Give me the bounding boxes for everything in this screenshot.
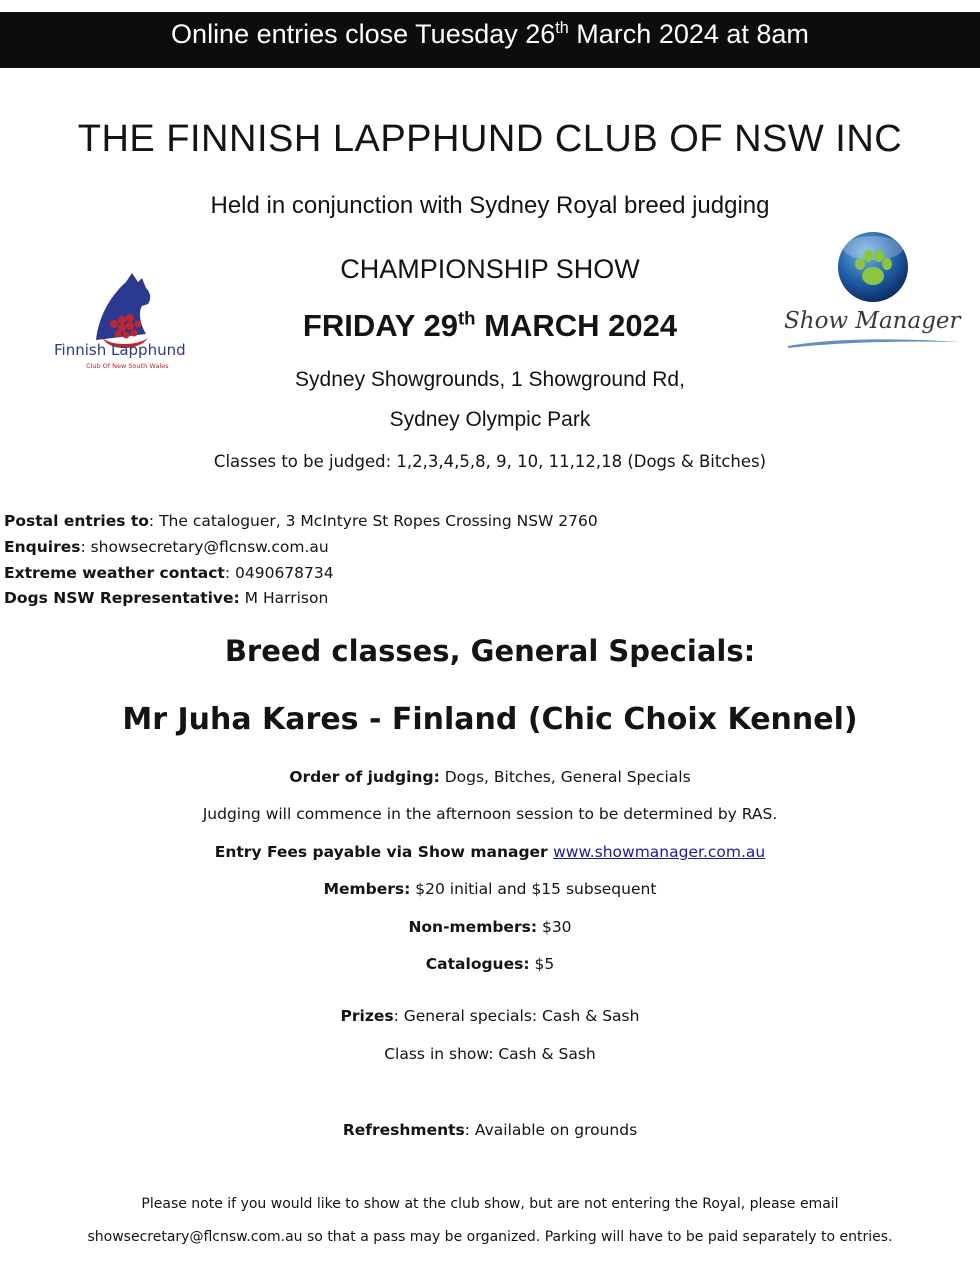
venue-line-2: Sydney Olympic Park — [389, 408, 591, 431]
held-in-conjunction-line: Held in conjunction with Sydney Royal breed judging — [210, 192, 770, 219]
weather-contact-label: Extreme weather contact — [4, 564, 225, 582]
refreshments-label: Refreshments — [342, 1121, 465, 1139]
breed-classes-heading: Breed classes, General Specials: — [224, 634, 756, 668]
members-fee-line — [0, 880, 980, 898]
enquires-line — [4, 538, 329, 556]
club-logo-name: Finnish Lapphund — [54, 341, 186, 359]
banner-text-prefix: Online entries close Tuesday 26 — [171, 19, 556, 49]
representative-line — [4, 589, 328, 607]
footer-note-line-1: Please note if you would like to show at the club show, but are not entering the Royal, please email — [141, 1196, 839, 1212]
catalogues-fee-value: $5 — [529, 955, 555, 973]
refreshments-value: : Available on grounds — [464, 1121, 638, 1139]
classes-to-be-judged: Classes to be judged: 1,2,3,4,5,8, 9, 10, 11,12,18 (Dogs & Bitches) — [213, 452, 767, 471]
members-fee-label: Members: — [323, 880, 411, 898]
show-date-prefix: FRIDAY 29 — [302, 308, 458, 343]
show-date-suffix: MARCH 2024 — [475, 308, 678, 343]
prizes-line — [0, 1007, 980, 1025]
order-of-judging-label: Order of judging: — [289, 768, 440, 786]
catalogues-fee-line — [0, 955, 980, 973]
order-of-judging-line — [0, 768, 980, 786]
non-members-fee-line — [0, 918, 980, 936]
show-type-line: CHAMPIONSHIP SHOW — [340, 254, 640, 284]
class-in-show-line: Class in show: Cash & Sash — [384, 1045, 596, 1063]
postal-entries-value: : The cataloguer, 3 McIntyre St Ropes Crossing NSW 2760 — [148, 512, 598, 530]
non-members-fee-value: $30 — [537, 918, 572, 936]
non-members-fee-label: Non-members: — [408, 918, 538, 936]
representative-value: M Harrison — [239, 589, 329, 607]
club-logo-subtitle: Club Of New South Wales — [86, 362, 169, 370]
show-manager-swoosh-icon — [784, 336, 964, 350]
order-of-judging-value: Dogs, Bitches, General Specials — [439, 768, 691, 786]
enquires-value: : showsecretary@flcnsw.com.au — [80, 538, 329, 556]
postal-entries-line — [4, 512, 598, 530]
judging-commence-line: Judging will commence in the afternoon session to be determined by RAS. — [202, 805, 778, 823]
venue-line-1: Sydney Showgrounds, 1 Showground Rd, — [295, 368, 685, 391]
representative-label: Dogs NSW Representative: — [4, 589, 240, 607]
show-date-sup: th — [457, 307, 476, 329]
catalogues-fee-label: Catalogues: — [425, 955, 530, 973]
footer-note-line-2: showsecretary@flcnsw.com.au so that a pass may be organized. Parking will have to be paid separately to entries. — [87, 1229, 893, 1245]
banner-text-suffix: March 2024 at 8am — [568, 19, 809, 49]
refreshments-line — [0, 1121, 980, 1139]
paw-print-icon — [836, 230, 910, 304]
weather-contact-value: : 0490678734 — [224, 564, 334, 582]
entry-fees-line — [0, 843, 980, 861]
show-manager-logo-text: Show Manager — [784, 308, 961, 334]
judge-name-heading: Mr Juha Kares - Finland (Chic Choix Kennel) — [122, 702, 858, 737]
postal-entries-label: Postal entries to — [4, 512, 149, 530]
entry-fees-label: Entry Fees payable via Show manager — [214, 843, 554, 861]
members-fee-value: $20 initial and $15 subsequent — [410, 880, 657, 898]
enquires-label: Enquires — [4, 538, 81, 556]
weather-contact-line — [4, 564, 334, 582]
prizes-value: : General specials: Cash & Sash — [393, 1007, 640, 1025]
banner-text-sup: th — [555, 19, 569, 37]
club-title: THE FINNISH LAPPHUND CLUB OF NSW INC — [77, 118, 903, 160]
entries-close-banner — [0, 12, 980, 68]
prizes-label: Prizes — [340, 1007, 394, 1025]
show-manager-link[interactable]: www.showmanager.com.au — [553, 843, 766, 861]
